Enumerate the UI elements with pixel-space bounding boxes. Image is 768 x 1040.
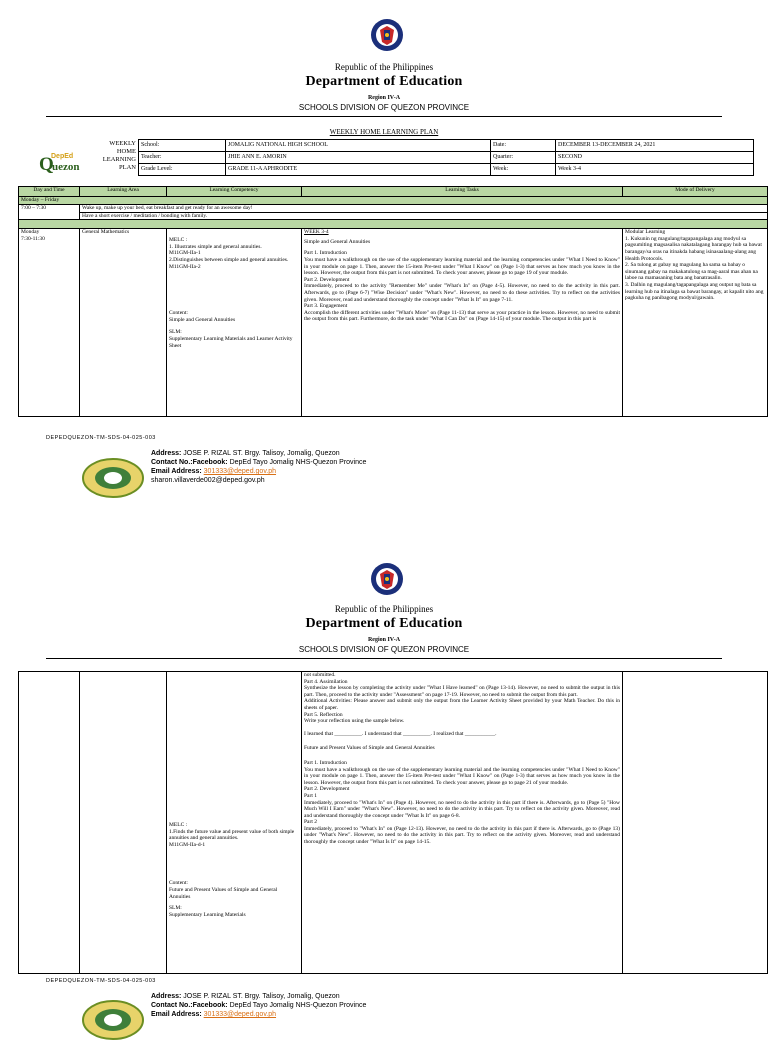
teacher-label: Teacher: <box>139 152 226 164</box>
school-logo-icon-2 <box>82 1000 144 1040</box>
routine-line-1: Wake up, make up your bed, eat breakfast and get ready for an awesome day! <box>80 205 768 213</box>
footer-address-block-2: Address: JOSE P. RIZAL ST. Brgy. Talisoy, Jomalig, Quezon Contact No.:Facebook: DepEd Tayo Jomalig NHS-Quezon Province Email Address: 301333@deped.gov.ph <box>151 993 367 1018</box>
header-rule-2 <box>46 658 722 659</box>
routine-time: 7:00 – 7:30 <box>19 205 80 220</box>
page-2 <box>0 548 768 1024</box>
email-link[interactable]: 301333@deped.gov.ph <box>203 468 277 475</box>
school-logo-icon <box>82 458 144 498</box>
week-label: Week: <box>491 164 556 176</box>
row-area: General Mathematics <box>80 229 167 417</box>
footer-address-block: Address: JOSE P. RIZAL ST. Brgy. Talisoy, Jomalig, Quezon Contact No.:Facebook: DepEd Tayo Jomalig NHS-Quezon Province Email Address: 301333@deped.gov.ph sharon.villaverde002@deped.gov.ph <box>151 450 367 484</box>
quarter-label: Quarter: <box>491 152 556 164</box>
row-day: Monday 7:30-11:30 <box>19 229 80 417</box>
footer-code: DEPEDQUEZON-TM-SDS-04-025-003 <box>46 435 156 441</box>
svg-text:DepEd: DepEd <box>51 153 74 160</box>
department-title: Department of Education <box>305 74 463 89</box>
info-table <box>32 139 754 176</box>
col-mode: Mode of Delivery <box>623 187 768 197</box>
p2-competency: MELC : 1.Finds the future value and present value of both simple annuities and general annuities. M11GM-IIa-d-1 Content: Future and Present Values of Simple and General Annuities SLM: Supplementary Learning Materials <box>167 672 302 974</box>
region-line: Region IV-A <box>367 95 401 101</box>
teacher-value: JHIE ANN E. AMORIN <box>226 152 491 164</box>
learning-plan-table <box>18 186 768 417</box>
department-title-2: Department of Education <box>305 616 463 631</box>
green-separator <box>19 220 768 229</box>
date-value: DECEMBER 13-DECEMBER 24, 2021 <box>556 140 754 152</box>
school-label: School: <box>139 140 226 152</box>
region-line-2: Region IV-A <box>367 637 401 643</box>
p2-area-cell <box>80 672 167 974</box>
p2-tasks: not submitted. Part 4. Assimilation Synthesize the lesson by completing the activity under "What I Have learned" on (Page 13-14). However, no need to submit the output in this part. Then, proceed to the activity under "Assessment" on page 17-19. However, no need to submit the output from this part. Additional Activities: Please answer and submit only the output from the Learner Activity Sheet provided by your Math Teacher. Do this in sheets of paper. Part 5. Reflection Write your reflection using the sample below. I learned that __________. I understand that __________. I realized that ___________. Future and Present Values of Simple and General Annuities Part 1. Introduction You must have a walkthrough on the use of the supplementary learning material and the learning competencies under "What I Need to Know" in your module on page 1. Then, answer the 15-item Pre-test under "What I Know" on (Page 1-3) that serves as how much you know in the lesson. However, the output from this part is not submitted. To check your answer, please go to page 21 of your module. Part 2. Development Part 1 Immediately, proceed to "What's In" on (Page 4). However, no need to do the activity in this part if there is. Afterwards, go to (Page 5) "How Much Will I Earn" under "What's New". However, no need to do the activity in this part. Try to reflect on the activity given. Moreover, read and understand thoroughly the concept under "What Is It" on page 6-8. Part 2 Immediately, proceed to "What's In" on (Page 12-13). However, no need to do the activity in this part if there is. Afterwards, go to (Page 13) under "What's New". However, no need to do the activity in this part. Try to reflect on the activity given. Moreover, read and understand thoroughly the concept under "What Is It" on page 14-15. <box>302 672 623 974</box>
p2-mode-cell <box>623 672 768 974</box>
svg-text:Q: Q <box>39 154 54 175</box>
email-2: sharon.villaverde002@deped.gov.ph <box>151 477 265 484</box>
grade-label: Grade Level: <box>139 164 226 176</box>
svg-text:uezon: uezon <box>52 161 80 173</box>
col-tasks: Learning Tasks <box>302 187 623 197</box>
grade-value: GRADE 11-A APHRODITE <box>226 164 491 176</box>
plan-title: WEEKLY HOME LEARNING PLAN <box>329 128 439 136</box>
row-mode: Modular Learning 1. Kukunin ng magulang/tagapangalaga ang modyul sa pagsumiting magsasalisa nakatalagang barangay hub sa bawat barangay/sa oras na itinakda habang isinasaalang-alang ang Health Protocols. 2. Sa tulong at gabay ng magulang ha sama sa bahay o sinumang gabay na makakatulong sa mag-aaral mas ahan na laboe na mamasaning bata ang banatrasalin. 3. Dalhin ng magulang/tagapangalaga ang output ng bata sa learning hub na itinalaga sa bawat barangay, at kapalit nito ang pagkuha ng panibagong modyul/gawain. <box>623 229 768 417</box>
row-tasks: WEEK 3-4 Simple and General Annuities Part 1. Introduction You must have a walkthrough on the use of the supplementary learning material and the learning competencies under "What I Need to Know" in your module on page 1. Then, answer the 15-item Pre-test under "What I Know" on (Page 1-3) that serves as how much you know in the lesson. However, the output from this part is not submitted. To check your answer, please go to page 19 of your module. Part 2. Development Immediately, proceed to the activity "Remember Me" under "What's In" on (Page 4-5). However, no need to do the activity in this part. Afterwards, go to (Page 6-7) "Wise Decision" under "What's New". However, no need to do these activities. Try to reflect on the activities given. Moreover, read and understand thoroughly the concept under "What Is It" on page 7-11. Part 3. Engagement Accomplish the different activities under "What's More" on (Page 11-13) that serve as your practice in the lesson. However, no need to submit the output from this part. Furthermore, do the task under "What I Can Do" on (Page 14-15) of your module. The output in this part is <box>302 229 623 417</box>
row-competency: MELC : 1. Illustrates simple and general annuities. M11GM-IIa-1 2.Distinguishes between simple and general annuities. M11GM-IIa-2 Content: Simple and General Annuities SLM: Supplementary Learning Materials and Learner Activity Sheet <box>167 229 302 417</box>
header-rule <box>46 116 722 117</box>
day-range: Monday – Friday <box>19 197 768 205</box>
republic-line-2: Republic of the Philippines <box>334 604 434 614</box>
division-line-2: SCHOOLS DIVISION OF QUEZON PROVINCE <box>298 645 470 654</box>
routine-line-2: Have a short exercise / meditation / bonding with family. <box>80 212 768 220</box>
school-value: JOMALIG NATIONAL HIGH SCHOOL <box>226 140 491 152</box>
col-competency: Learning Competency <box>167 187 302 197</box>
learning-plan-table-2 <box>18 671 768 974</box>
deped-seal-icon-2 <box>370 562 404 596</box>
page-gap <box>0 520 768 548</box>
week-value: Week 3-4 <box>556 164 754 176</box>
info-label: WEEKLY HOME LEARNING PLAN <box>102 139 136 171</box>
division-line: SCHOOLS DIVISION OF QUEZON PROVINCE <box>298 103 470 112</box>
col-learning-area: Learning Area <box>80 187 167 197</box>
email-link-2[interactable]: 301333@deped.gov.ph <box>203 1011 277 1018</box>
footer-code-2: DEPEDQUEZON-TM-SDS-04-025-003 <box>46 978 156 984</box>
deped-seal-icon <box>370 18 404 52</box>
col-day-time: Day and Time <box>19 187 80 197</box>
p2-day-cell <box>19 672 80 974</box>
republic-line: Republic of the Philippines <box>334 62 434 72</box>
date-label: Date: <box>491 140 556 152</box>
quarter-value: SECOND <box>556 152 754 164</box>
